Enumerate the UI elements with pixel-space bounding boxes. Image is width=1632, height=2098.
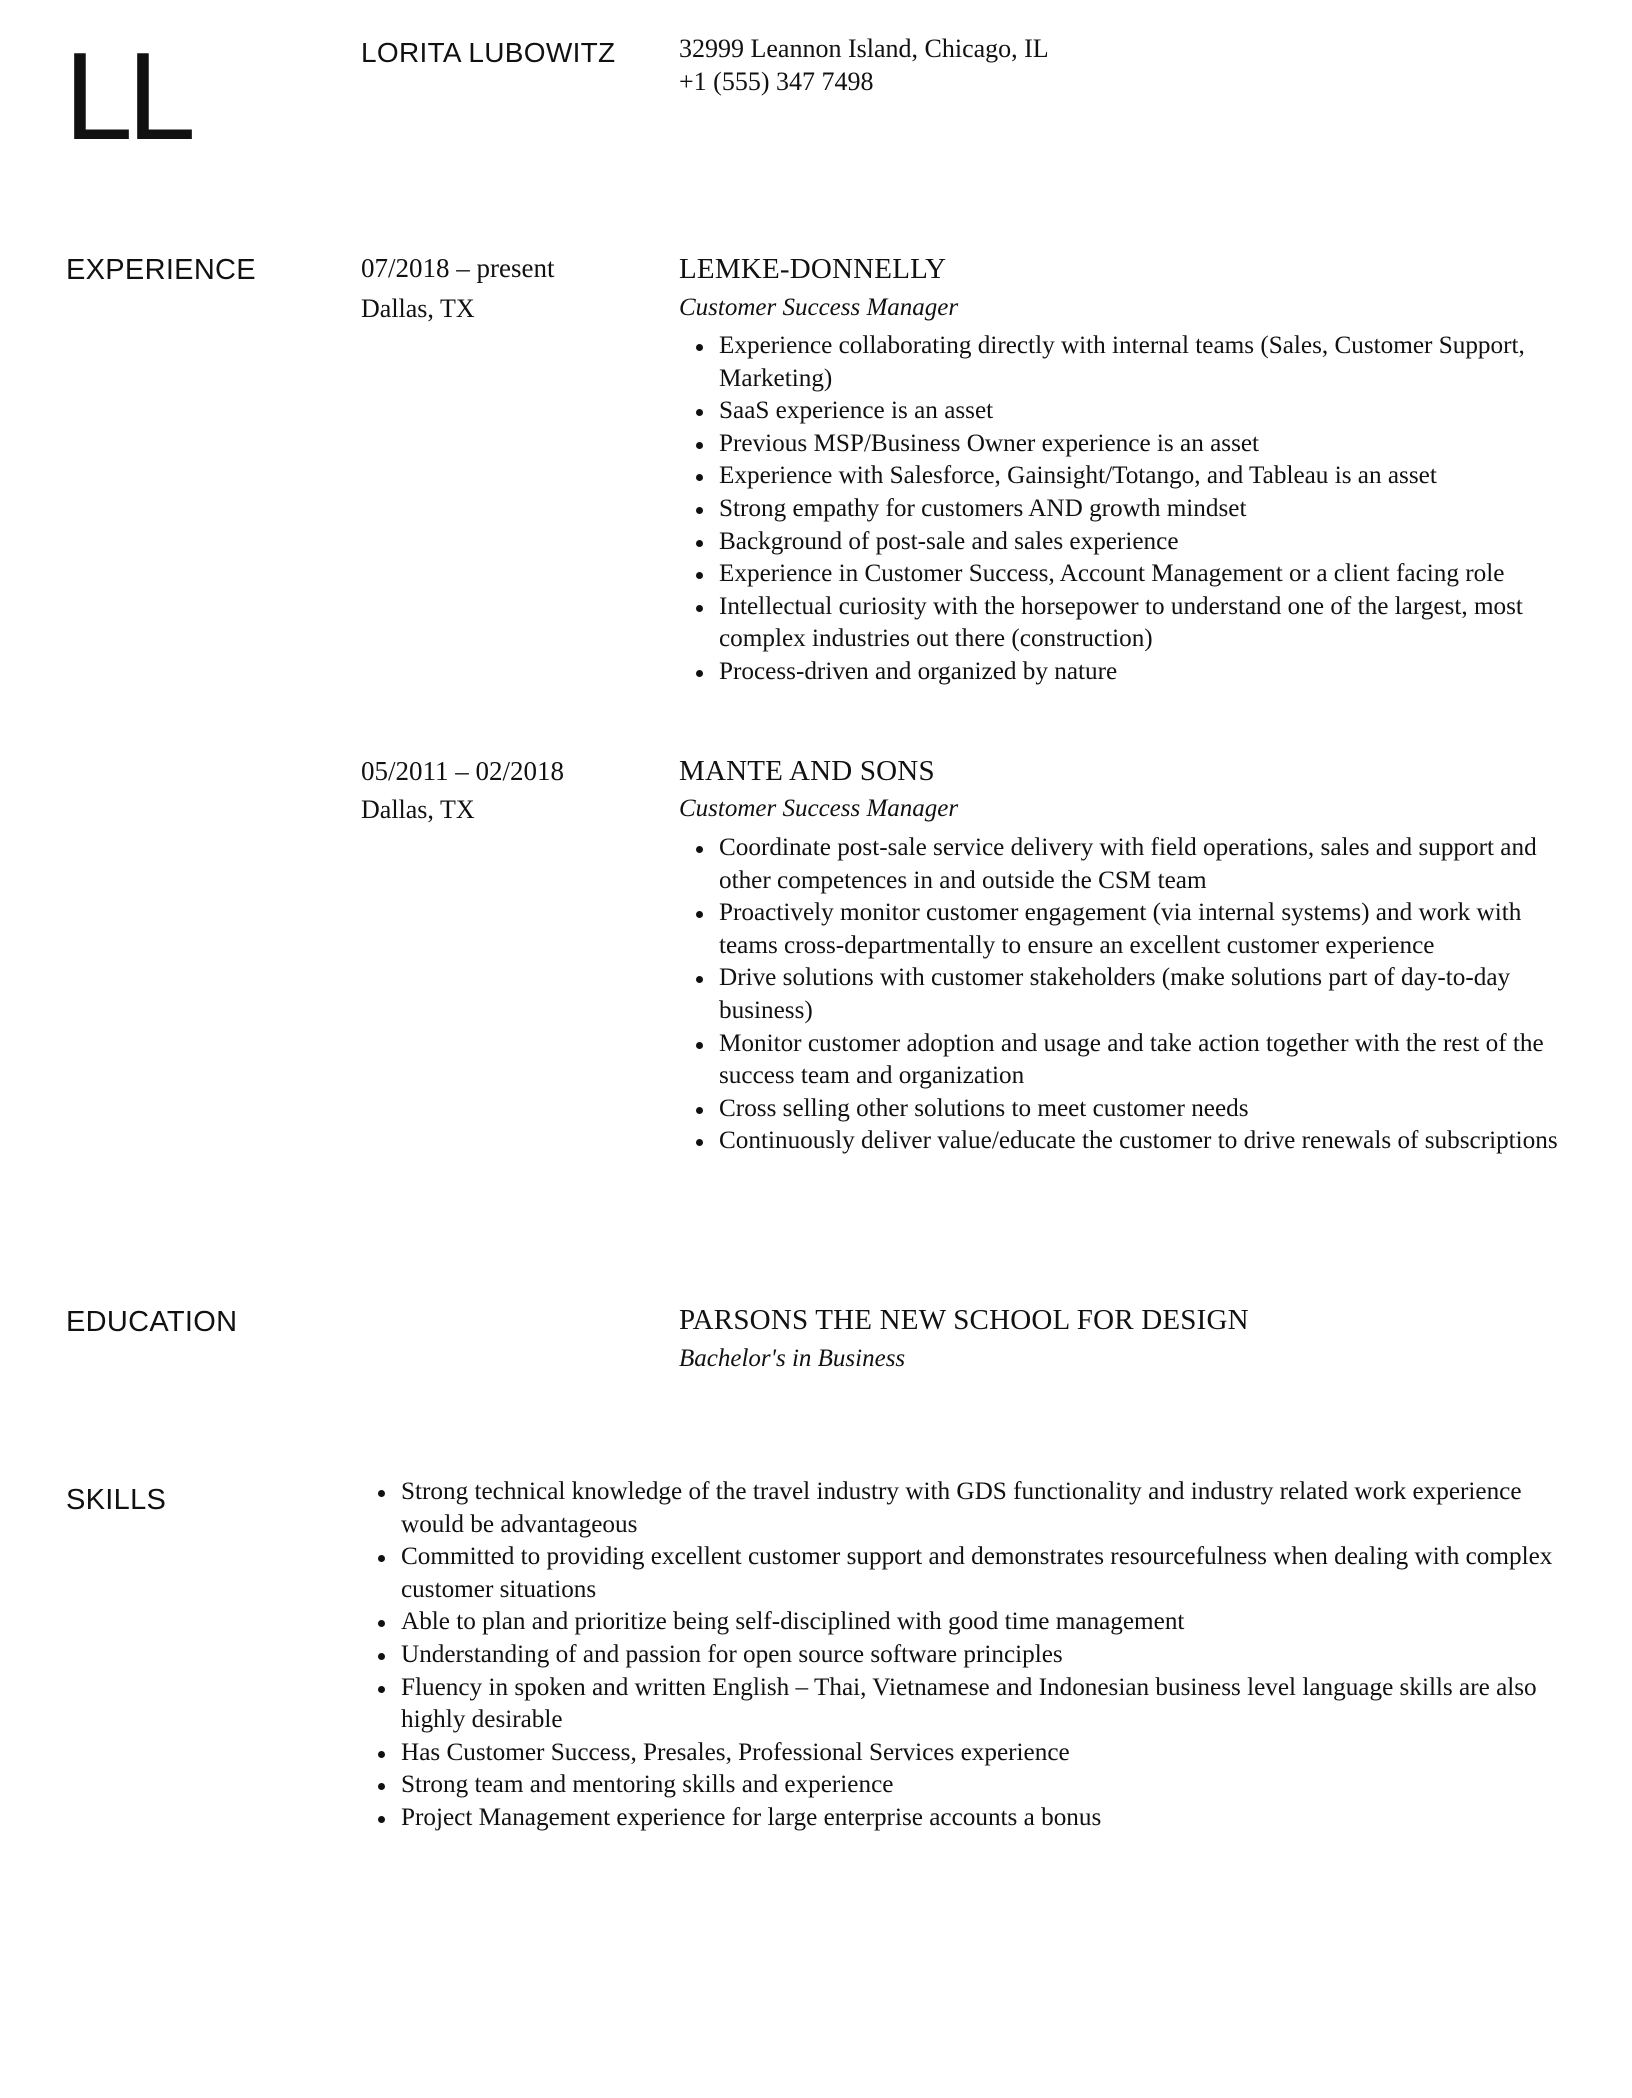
bullet-item: Experience with Salesforce, Gainsight/Totango, and Tableau is an asset [679, 460, 1584, 493]
job-2-location: Dallas, TX [361, 795, 475, 824]
education-heading: EDUCATION [66, 1306, 238, 1338]
job-2-company: MANTE AND SONS [679, 755, 935, 787]
experience-heading: EXPERIENCE [66, 254, 256, 286]
job-1-role: Customer Success Manager [679, 294, 959, 321]
bullet-item: Process-driven and organized by nature [679, 656, 1584, 689]
contact-phone: +1 (555) 347 7498 [679, 67, 874, 96]
job-1-dates: 07/2018 – present [361, 253, 555, 283]
bullet-item: Intellectual curiosity with the horsepower to understand one of the largest, most complex industries out there (construction) [679, 591, 1584, 656]
bullet-item: Continuously deliver value/educate the customer to drive renewals of subscriptions [679, 1125, 1584, 1158]
skill-item: Strong team and mentoring skills and experience [361, 1769, 1583, 1802]
skill-item: Project Management experience for large enterprise accounts a bonus [361, 1802, 1583, 1835]
bullet-item: Monitor customer adoption and usage and take action together with the rest of the success team and organization [679, 1028, 1584, 1093]
job-2-role: Customer Success Manager [679, 795, 959, 822]
skill-item: Able to plan and prioritize being self-disciplined with good time management [361, 1606, 1583, 1639]
bullet-item: Drive solutions with customer stakeholders (make solutions part of day-to-day business) [679, 962, 1584, 1027]
education-degree: Bachelor's in Business [679, 1345, 906, 1372]
bullet-item: Coordinate post-sale service delivery with field operations, sales and support and other competences in and outside the CSM team [679, 832, 1584, 897]
bullet-item: Experience in Customer Success, Account Management or a client facing role [679, 558, 1584, 591]
skill-item: Fluency in spoken and written English – Thai, Vietnamese and Indonesian business level language skills are also highly desirable [361, 1672, 1583, 1737]
skill-item: Committed to providing excellent customer support and demonstrates resourcefulness when dealing with complex customer situations [361, 1541, 1583, 1606]
job-2-bullet-list [679, 832, 1584, 1158]
bullet-item: Strong empathy for customers AND growth mindset [679, 493, 1584, 526]
bullet-item: Background of post-sale and sales experience [679, 526, 1584, 559]
bullet-item: Previous MSP/Business Owner experience is an asset [679, 428, 1584, 461]
skills-bullet-list [361, 1476, 1583, 1835]
candidate-name: LORITA LUBOWITZ [361, 37, 616, 68]
job-1-company: LEMKE-DONNELLY [679, 253, 947, 285]
bullet-item: Experience collaborating directly with internal teams (Sales, Customer Support, Marketing) [679, 330, 1584, 395]
contact-address: 32999 Leannon Island, Chicago, IL [679, 34, 1049, 63]
bullet-item: Cross selling other solutions to meet customer needs [679, 1093, 1584, 1126]
monogram-logo: LL [64, 28, 190, 166]
bullet-item: SaaS experience is an asset [679, 395, 1584, 428]
skill-item: Has Customer Success, Presales, Professional Services experience [361, 1737, 1583, 1770]
education-school: PARSONS THE NEW SCHOOL FOR DESIGN [679, 1304, 1249, 1336]
skill-item: Strong technical knowledge of the travel industry with GDS functionality and industry related work experience would be advantageous [361, 1476, 1583, 1541]
skill-item: Understanding of and passion for open source software principles [361, 1639, 1583, 1672]
job-1-location: Dallas, TX [361, 294, 475, 323]
job-1-bullet-list [679, 330, 1584, 689]
job-2-dates: 05/2011 – 02/2018 [361, 756, 565, 786]
bullet-item: Proactively monitor customer engagement (via internal systems) and work with teams cross-departmentally to ensure an excellent customer experience [679, 897, 1584, 962]
skills-heading: SKILLS [66, 1484, 167, 1516]
